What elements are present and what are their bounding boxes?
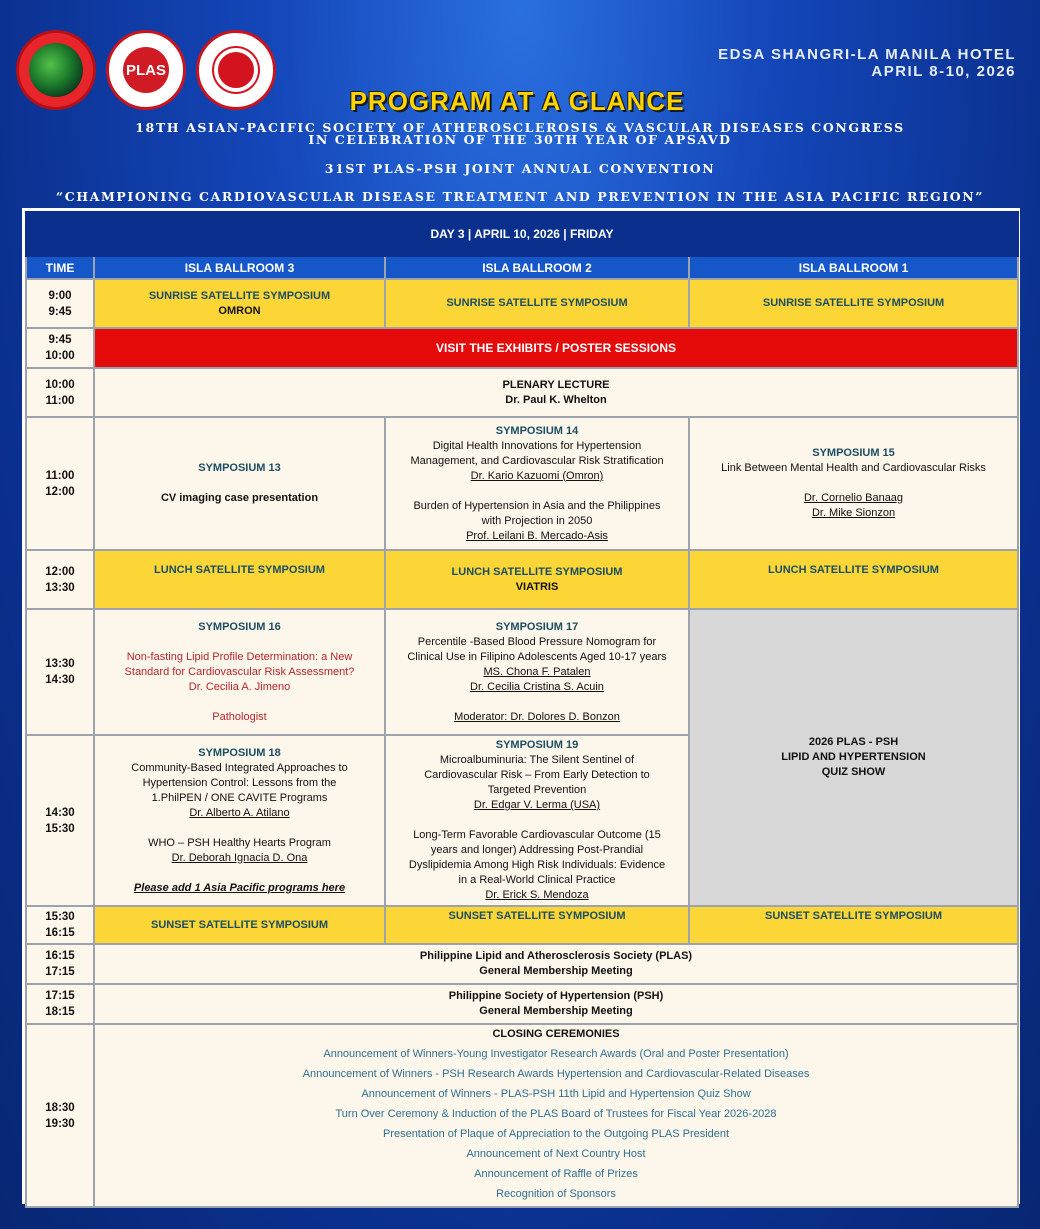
- closing-item: Recognition of Sponsors: [496, 1188, 616, 1200]
- time-start: 10:00: [45, 378, 75, 391]
- speaker-name: Dr. Mike Sionzon: [811, 507, 896, 519]
- time-start: 9:45: [48, 334, 72, 346]
- session-cell: LUNCH SATELLITE SYMPOSIUM: [94, 550, 385, 609]
- table-row: [26, 1024, 1018, 1207]
- time-end: 9:45: [48, 305, 72, 318]
- symposium-19-cell: [385, 735, 689, 906]
- speaker-name: MS. Chona F. Patalen: [483, 665, 591, 678]
- closing-item: Turn Over Ceremony & Induction of the PLAS Board of Trustees for Fiscal Year 2026-2028: [335, 1108, 777, 1120]
- speaker-role: Pathologist: [212, 710, 267, 723]
- symposium-14-cell: [385, 417, 689, 550]
- table-row: [26, 279, 1018, 328]
- session-title: PLENARY LECTURE: [502, 378, 610, 391]
- session-subtitle: General Membership Meeting: [479, 1005, 633, 1017]
- speaker-name: Dr. Deborah Ignacia D. Ona: [171, 851, 308, 864]
- session-title: LUNCH SATELLITE SYMPOSIUM: [451, 565, 623, 578]
- sponsor-name: OMRON: [218, 304, 261, 317]
- speaker-name: Dr. Paul K. Whelton: [505, 393, 607, 406]
- topic-line: Community-Based Integrated Approaches to: [131, 761, 348, 774]
- topic-line: Digital Health Innovations for Hypertension: [432, 439, 642, 452]
- congress-celebration: IN CELEBRATION OF THE 30TH YEAR OF APSAVD: [308, 132, 732, 147]
- quiz-show-cell: [689, 609, 1018, 906]
- theme-statement: “CHAMPIONING CARDIOVASCULAR DISEASE TREATMENT AND PREVENTION IN THE ASIA PACIFIC REGION”: [55, 189, 985, 204]
- time-cell: [26, 984, 94, 1024]
- speaker-name: Dr. Cornelio Banaag: [803, 492, 904, 504]
- symposium-title: SYMPOSIUM 13: [198, 462, 281, 474]
- time-end: 18:15: [45, 1006, 75, 1018]
- time-end: 10:00: [45, 350, 75, 362]
- col-isla-ballroom-1: ISLA BALLROOM 1: [689, 256, 1018, 279]
- col-time: TIME: [26, 256, 94, 279]
- time-cell: [26, 1024, 94, 1207]
- topic-line: Non-fasting Lipid Profile Determination: a New: [126, 650, 353, 663]
- closing-ceremonies-cell: [94, 1024, 1018, 1207]
- topic-line: Hypertension Control: Lessons from the: [142, 776, 337, 789]
- day-header-row: [26, 212, 1018, 256]
- psh-meeting-cell: [94, 984, 1018, 1024]
- table-row: [26, 944, 1018, 984]
- topic-line: Cardiovascular Risk – From Early Detection to: [424, 769, 650, 781]
- time-end: 16:15: [45, 927, 75, 939]
- topic-line: Long-Term Favorable Cardiovascular Outcome (15: [413, 829, 661, 841]
- speaker-name: Dr. Alberto A. Atilano: [189, 806, 290, 819]
- session-cell: [385, 550, 689, 609]
- time-start: 13:30: [45, 658, 75, 670]
- speaker-name: Dr. Cecilia A. Jimeno: [188, 680, 291, 693]
- session-cell: [94, 279, 385, 328]
- col-isla-ballroom-3: ISLA BALLROOM 3: [94, 256, 385, 279]
- time-cell: [26, 279, 94, 328]
- venue-info: [718, 46, 1016, 80]
- closing-title: CLOSING CEREMONIES: [492, 1028, 620, 1040]
- topic-line: Clinical Use in Filipino Adolescents Aged 10-17 years: [407, 650, 667, 663]
- table-row: [26, 984, 1018, 1024]
- session-title: SUNRISE SATELLITE SYMPOSIUM: [148, 289, 331, 302]
- session-cell: SUNSET SATELLITE SYMPOSIUM: [94, 906, 385, 944]
- program-table: [22, 208, 1020, 1204]
- time-end: 17:15: [45, 966, 75, 978]
- topic-line: Microalbuminuria: The Silent Sentinel of: [439, 754, 635, 766]
- speaker-name: Dr. Erick S. Mendoza: [485, 889, 589, 901]
- plenary-lecture-cell: [94, 368, 1018, 417]
- closing-item: Announcement of Raffle of Prizes: [474, 1168, 638, 1180]
- session-subtitle: General Membership Meeting: [479, 965, 633, 977]
- time-end: 13:30: [45, 581, 75, 594]
- time-end: 12:00: [45, 485, 75, 498]
- time-cell: [26, 609, 94, 735]
- time-start: 11:00: [45, 469, 75, 482]
- symposium-17-cell: [385, 609, 689, 735]
- congress-title: 18TH ASIAN-PACIFIC SOCIETY OF ATHEROSCLEROSIS & VASCULAR DISEASES CONGRESS: [135, 120, 905, 135]
- venue-dates: APRIL 8-10, 2026: [871, 63, 1016, 80]
- time-end: 14:30: [45, 674, 75, 686]
- day-label: DAY 3 | APRIL 10, 2026 | FRIDAY: [26, 212, 1018, 256]
- table-row: [26, 328, 1018, 368]
- closing-item: Announcement of Next Country Host: [466, 1148, 646, 1160]
- topic-line: Link Between Mental Health and Cardiovascular Risks: [721, 462, 986, 474]
- session-cell: SUNRISE SATELLITE SYMPOSIUM: [689, 279, 1018, 328]
- sponsor-name: VIATRIS: [515, 580, 559, 593]
- table-row: [26, 417, 1018, 550]
- time-cell: [26, 368, 94, 417]
- time-cell: [26, 944, 94, 984]
- symposium-title: SYMPOSIUM 14: [495, 424, 579, 437]
- symposium-title: SYMPOSIUM 19: [495, 739, 579, 751]
- session-cell: SUNRISE SATELLITE SYMPOSIUM: [385, 279, 689, 328]
- quiz-show-title: 2026 PLAS - PSH: [808, 736, 899, 748]
- topic-line: years and longer) Addressing Post-Prandial: [430, 844, 644, 856]
- table-row: [26, 368, 1018, 417]
- exhibits-banner: VISIT THE EXHIBITS / POSTER SESSIONS: [94, 328, 1018, 368]
- session-title: Philippine Society of Hypertension (PSH): [448, 990, 664, 1002]
- col-isla-ballroom-2: ISLA BALLROOM 2: [385, 256, 689, 279]
- page-title: PROGRAM AT A GLANCE: [349, 86, 685, 116]
- symposium-18-cell: [94, 735, 385, 906]
- time-start: 17:15: [45, 990, 75, 1002]
- time-start: 14:30: [45, 806, 75, 819]
- session-cell: SUNSET SATELLITE SYMPOSIUM: [385, 906, 689, 944]
- time-start: 12:00: [45, 565, 75, 578]
- topic-line: Burden of Hypertension in Asia and the Philippines: [413, 499, 661, 512]
- venue-name: EDSA SHANGRI-LA MANILA HOTEL: [718, 46, 1016, 63]
- symposium-title: SYMPOSIUM 16: [198, 620, 281, 633]
- symposium-15-cell: [689, 417, 1018, 550]
- table-row: [26, 550, 1018, 609]
- topic-line: Standard for Cardiovascular Risk Assessment?: [124, 665, 355, 678]
- closing-item: Announcement of Winners - PLAS-PSH 11th Lipid and Hypertension Quiz Show: [361, 1088, 751, 1100]
- time-cell: [26, 735, 94, 906]
- symposium-title: SYMPOSIUM 15: [812, 447, 895, 459]
- symposium-16-cell: [94, 609, 385, 735]
- plas-meeting-cell: [94, 944, 1018, 984]
- speaker-name: Prof. Leilani B. Mercado-Asis: [466, 529, 608, 542]
- topic-line: Management, and Cardiovascular Risk Stratification: [410, 454, 664, 467]
- time-start: 18:30: [45, 1101, 75, 1114]
- time-end: 15:30: [45, 822, 75, 835]
- topic-line: 1.PhilPEN / ONE CAVITE Programs: [151, 791, 328, 804]
- plas-logo-text: PLAS: [123, 47, 169, 93]
- closing-item: Presentation of Plaque of Appreciation to the Outgoing PLAS President: [382, 1128, 730, 1140]
- topic-line: WHO – PSH Healthy Hearts Program: [148, 836, 331, 849]
- session-title: Philippine Lipid and Atherosclerosis Society (PLAS): [419, 950, 693, 962]
- time-start: 15:30: [45, 911, 75, 923]
- speaker-name: Dr. Kario Kazuomi (Omron): [470, 469, 604, 482]
- time-cell: [26, 550, 94, 609]
- topic-line: Percentile -Based Blood Pressure Nomogram for: [417, 635, 657, 648]
- closing-item: Announcement of Winners-Young Investigator Research Awards (Oral and Poster Presentation): [323, 1048, 789, 1060]
- table-row: [26, 609, 1018, 735]
- column-header-row: [26, 256, 1018, 279]
- topic-line: Dyslipidemia Among High Risk Individuals: Evidence: [408, 859, 666, 871]
- time-cell: [26, 417, 94, 550]
- table-row: [26, 906, 1018, 944]
- speaker-name: Dr. Cecilia Cristina S. Acuin: [470, 680, 604, 693]
- note-text: Please add 1 Asia Pacific programs here: [133, 881, 346, 894]
- time-start: 16:15: [45, 950, 75, 962]
- symposium-title: SYMPOSIUM 17: [495, 620, 579, 633]
- topic-line: with Projection in 2050: [481, 514, 593, 527]
- speaker-name: Dr. Edgar V. Lerma (USA): [473, 799, 601, 811]
- time-cell: [26, 906, 94, 944]
- quiz-show-title: QUIZ SHOW: [821, 766, 886, 778]
- session-cell: LUNCH SATELLITE SYMPOSIUM: [689, 550, 1018, 609]
- symposium-title: SYMPOSIUM 18: [198, 746, 281, 759]
- session-topic: CV imaging case presentation: [160, 492, 319, 504]
- time-end: 11:00: [45, 394, 75, 407]
- moderator-name: Moderator: Dr. Dolores D. Bonzon: [454, 710, 620, 723]
- time-end: 19:30: [45, 1117, 75, 1130]
- convention-title: 31ST PLAS-PSH JOINT ANNUAL CONVENTION: [324, 161, 716, 176]
- session-cell: SUNSET SATELLITE SYMPOSIUM: [689, 906, 1018, 944]
- quiz-show-title: LIPID AND HYPERTENSION: [781, 751, 926, 763]
- time-start: 9:00: [48, 289, 72, 302]
- time-cell: [26, 328, 94, 368]
- symposium-13-cell: [94, 417, 385, 550]
- closing-item: Announcement of Winners - PSH Research Awards Hypertension and Cardiovascular-Related Diseases: [302, 1068, 810, 1080]
- topic-line: Targeted Prevention: [487, 784, 587, 796]
- topic-line: in a Real-World Clinical Practice: [458, 874, 616, 886]
